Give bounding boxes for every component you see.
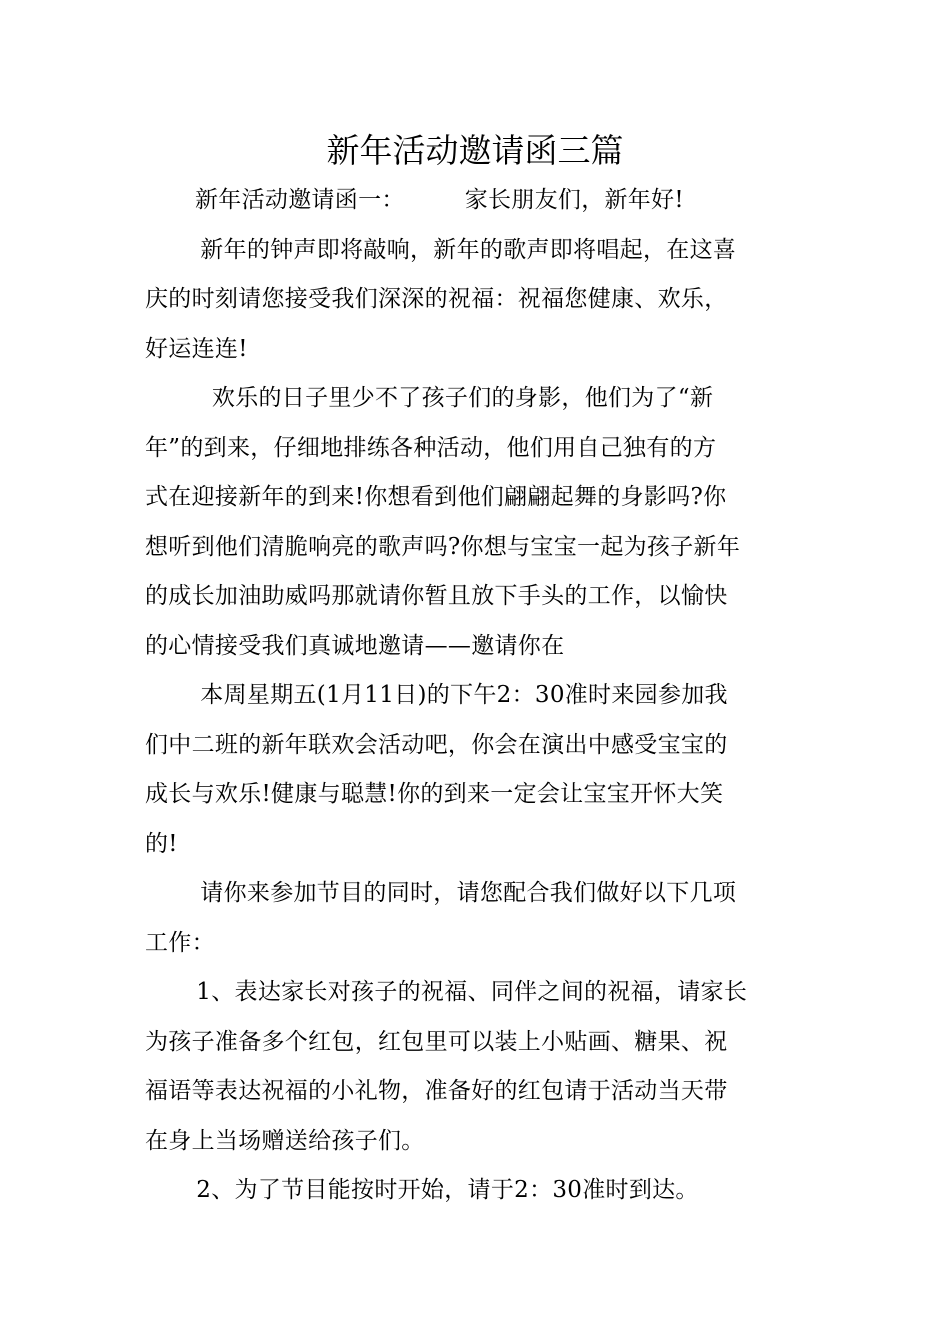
paragraph-1 (145, 226, 810, 375)
paragraph-line: 庆的时刻请您接受我们深深的祝福：祝福您健康、欢乐， (145, 286, 728, 312)
paragraph-3 (145, 671, 810, 869)
paragraph-line: 的心情接受我们真诚地邀请——邀请你在 (145, 632, 565, 659)
paragraph-line: 好运连连! (145, 335, 248, 362)
paragraph-6 (145, 1166, 810, 1216)
paragraph-line: 年”的到来，仔细地排练各种活动，他们用自己独有的方 (145, 434, 717, 461)
letter-label: 新年活动邀请函一： (195, 187, 405, 213)
paragraph-line: 本周星期五(1月11日)的下午2：30准时来园参加我 (177, 682, 728, 708)
paragraph-line: 们中二班的新年联欢会活动吧，你会在演出中感受宝宝的 (145, 731, 728, 758)
greeting: 家长朋友们，新年好! (464, 187, 684, 213)
paragraph-line: 请你来参加节目的同时，请您配合我们做好以下几项 (177, 880, 737, 906)
paragraph-line: 成长与欢乐!健康与聪慧!你的到来一定会让宝宝开怀大笑 (145, 781, 724, 807)
paragraph-line: 的成长加油助威吗那就请你暂且放下手头的工作，以愉快 (145, 583, 728, 609)
document-body (145, 176, 810, 1216)
paragraph-line: 2、为了节目能按时开始，请于2：30准时到达。 (173, 1177, 699, 1203)
paragraph-line: 新年的钟声即将敲响，新年的歌声即将唱起，在这喜 (177, 236, 737, 263)
paragraph-line: 在身上当场赠送给孩子们。 (145, 1127, 425, 1154)
header-line (145, 176, 810, 226)
paragraph-4 (145, 869, 810, 968)
paragraph-line: 1、表达家长对孩子的祝福、同伴之间的祝福，请家长 (173, 979, 748, 1005)
paragraph-line: 的! (145, 830, 178, 857)
paragraph-line: 欢乐的日子里少不了孩子们的身影，他们为了“新 (181, 385, 714, 411)
paragraph-line: 式在迎接新年的到来!你想看到他们翩翩起舞的身影吗?你 (145, 484, 727, 510)
paragraph-line: 想听到他们清脆响亮的歌声吗?你想与宝宝一起为孩子新年 (145, 533, 741, 560)
paragraph-2 (145, 374, 810, 671)
paragraph-5 (145, 968, 810, 1166)
paragraph-line: 福语等表达祝福的小礼物，准备好的红包请于活动当天带 (145, 1078, 728, 1104)
document-title: 新年活动邀请函三篇 (326, 131, 624, 170)
paragraph-line: 为孩子准备多个红包，红包里可以装上小贴画、糖果、祝 (145, 1028, 728, 1055)
paragraph-line: 工作： (145, 929, 215, 956)
